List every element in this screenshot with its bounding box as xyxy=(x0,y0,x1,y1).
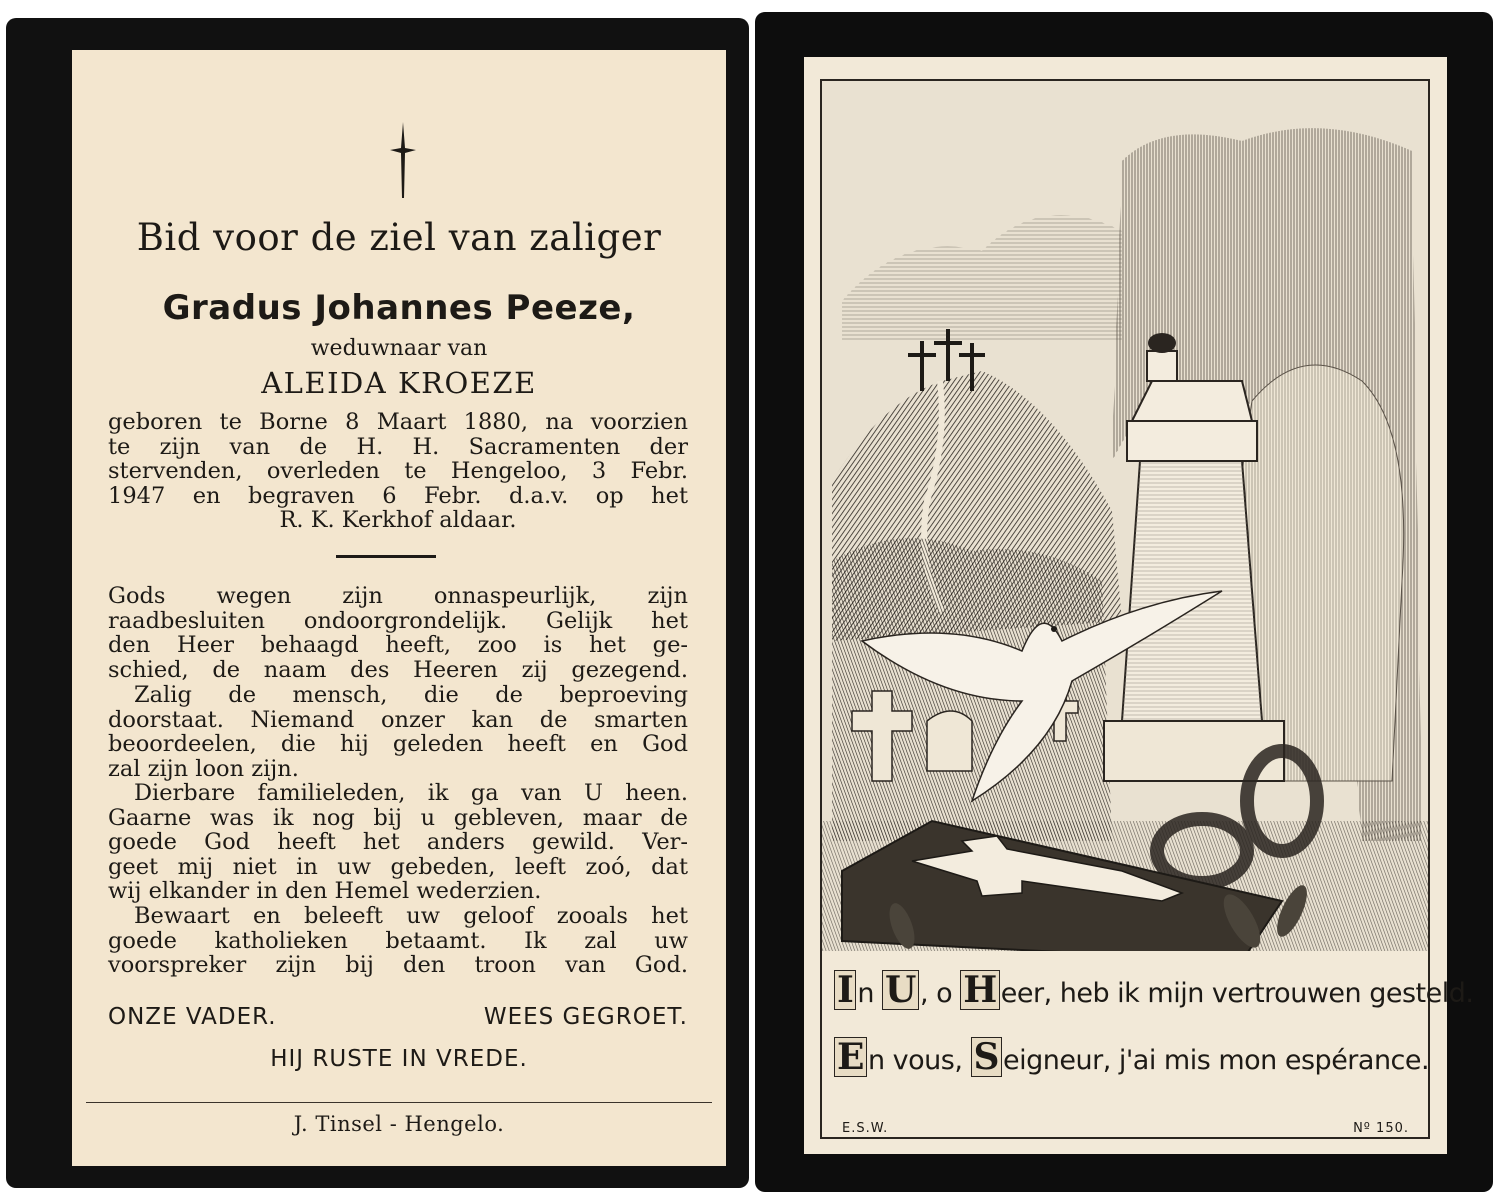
text-line: doorstaat. Niemand onzer kan de smarten xyxy=(108,706,688,733)
motto-text: eigneur, j'ai mis mon espérance. xyxy=(1003,1045,1430,1076)
bio-line: R. K. Kerkhof aldaar. xyxy=(279,507,517,533)
text-line: Gods wegen zijn onnaspeurlijk, zijn xyxy=(108,583,688,609)
biography xyxy=(108,410,688,533)
text-line: goede God heeft het anders gewild. Ver- xyxy=(108,829,688,855)
spouse-name: ALEIDA KROEZE xyxy=(261,366,537,400)
illuminated-initial: S xyxy=(971,1037,1003,1077)
cemetery-engraving xyxy=(822,81,1428,951)
motto-text: eer, heb ik mijn vertrouwen gesteld. xyxy=(1000,978,1474,1009)
divider xyxy=(336,555,436,558)
text-line: goede katholieken betaamt. Ik zal uw xyxy=(108,927,688,954)
card-paper xyxy=(804,57,1474,1154)
intro-text: Bid voor de ziel van zaliger xyxy=(136,216,662,259)
text-line: Zalig de mensch, die de beproeving xyxy=(134,682,688,708)
text-line: voorspreker zijn bij den troon van God. xyxy=(108,952,688,978)
text-line: wij elkander in den Hemel wederzien. xyxy=(108,878,542,904)
prayers xyxy=(108,1004,688,1030)
relation-text: weduwnaar van xyxy=(310,336,488,361)
motto-text: n xyxy=(857,978,883,1009)
paragraph-3 xyxy=(108,781,688,904)
motto-french xyxy=(834,1036,1430,1078)
text-line: raadbesluiten ondoorgrondelijk. Gelijk het xyxy=(108,607,688,634)
text-line: geet mij niet in uw gebeden, leeft zoó, dat xyxy=(108,853,688,880)
text-line: zal zijn loon zijn. xyxy=(108,755,299,782)
card-number: Nº 150. xyxy=(1353,1121,1409,1136)
text-line: den Heer behaagd heeft, zoo is het ge- xyxy=(108,632,688,658)
deceased-name: Gradus Johannes Peeze, xyxy=(162,288,636,328)
bio-line: 1947 en begraven 6 Febr. d.a.v. op het xyxy=(108,482,688,509)
closing-text: HIJ RUSTE IN VREDE. xyxy=(270,1046,528,1072)
motto-text: , o xyxy=(919,978,961,1009)
illuminated-initial: I xyxy=(834,970,856,1010)
cross-icon xyxy=(388,120,418,200)
text-line: Dierbare familieleden, ik ga van U heen. xyxy=(134,780,688,806)
illuminated-initial: H xyxy=(960,970,1000,1010)
paragraph-1 xyxy=(108,584,688,682)
footer-divider xyxy=(86,1102,712,1103)
paragraph-4 xyxy=(108,904,688,978)
text-line: Bewaart en beleeft uw geloof zooals het xyxy=(134,903,688,929)
prayer-our-father: ONZE VADER. xyxy=(108,1004,277,1030)
illuminated-initial: E xyxy=(834,1037,867,1077)
motto-text: n vous, xyxy=(867,1045,971,1076)
memorial-card-text-side xyxy=(6,18,749,1188)
text-line: beoordeelen, die hij geleden heeft en God xyxy=(108,731,688,757)
prayer-hail-mary: WEES GEGROET. xyxy=(483,1004,688,1030)
paragraph-2 xyxy=(108,683,688,781)
illuminated-initial: U xyxy=(882,970,919,1010)
publisher-mark: E.S.W. xyxy=(842,1121,889,1136)
bio-line: geboren te Borne 8 Maart 1880, na voorzien xyxy=(108,409,688,435)
card-paper xyxy=(72,50,726,1166)
motto-dutch xyxy=(834,969,1474,1011)
memorial-card-image-side xyxy=(755,12,1493,1192)
printer-credit: J. Tinsel - Hengelo. xyxy=(293,1112,505,1136)
text-line: schied, de naam des Heeren zij gezegend. xyxy=(108,656,688,683)
bio-line: stervenden, overleden te Hengeloo, 3 Febr. xyxy=(108,458,688,484)
text-line: Gaarne was ik nog bij u gebleven, maar de xyxy=(108,804,688,831)
bio-line: te zijn van de H. H. Sacramenten der xyxy=(108,433,688,460)
